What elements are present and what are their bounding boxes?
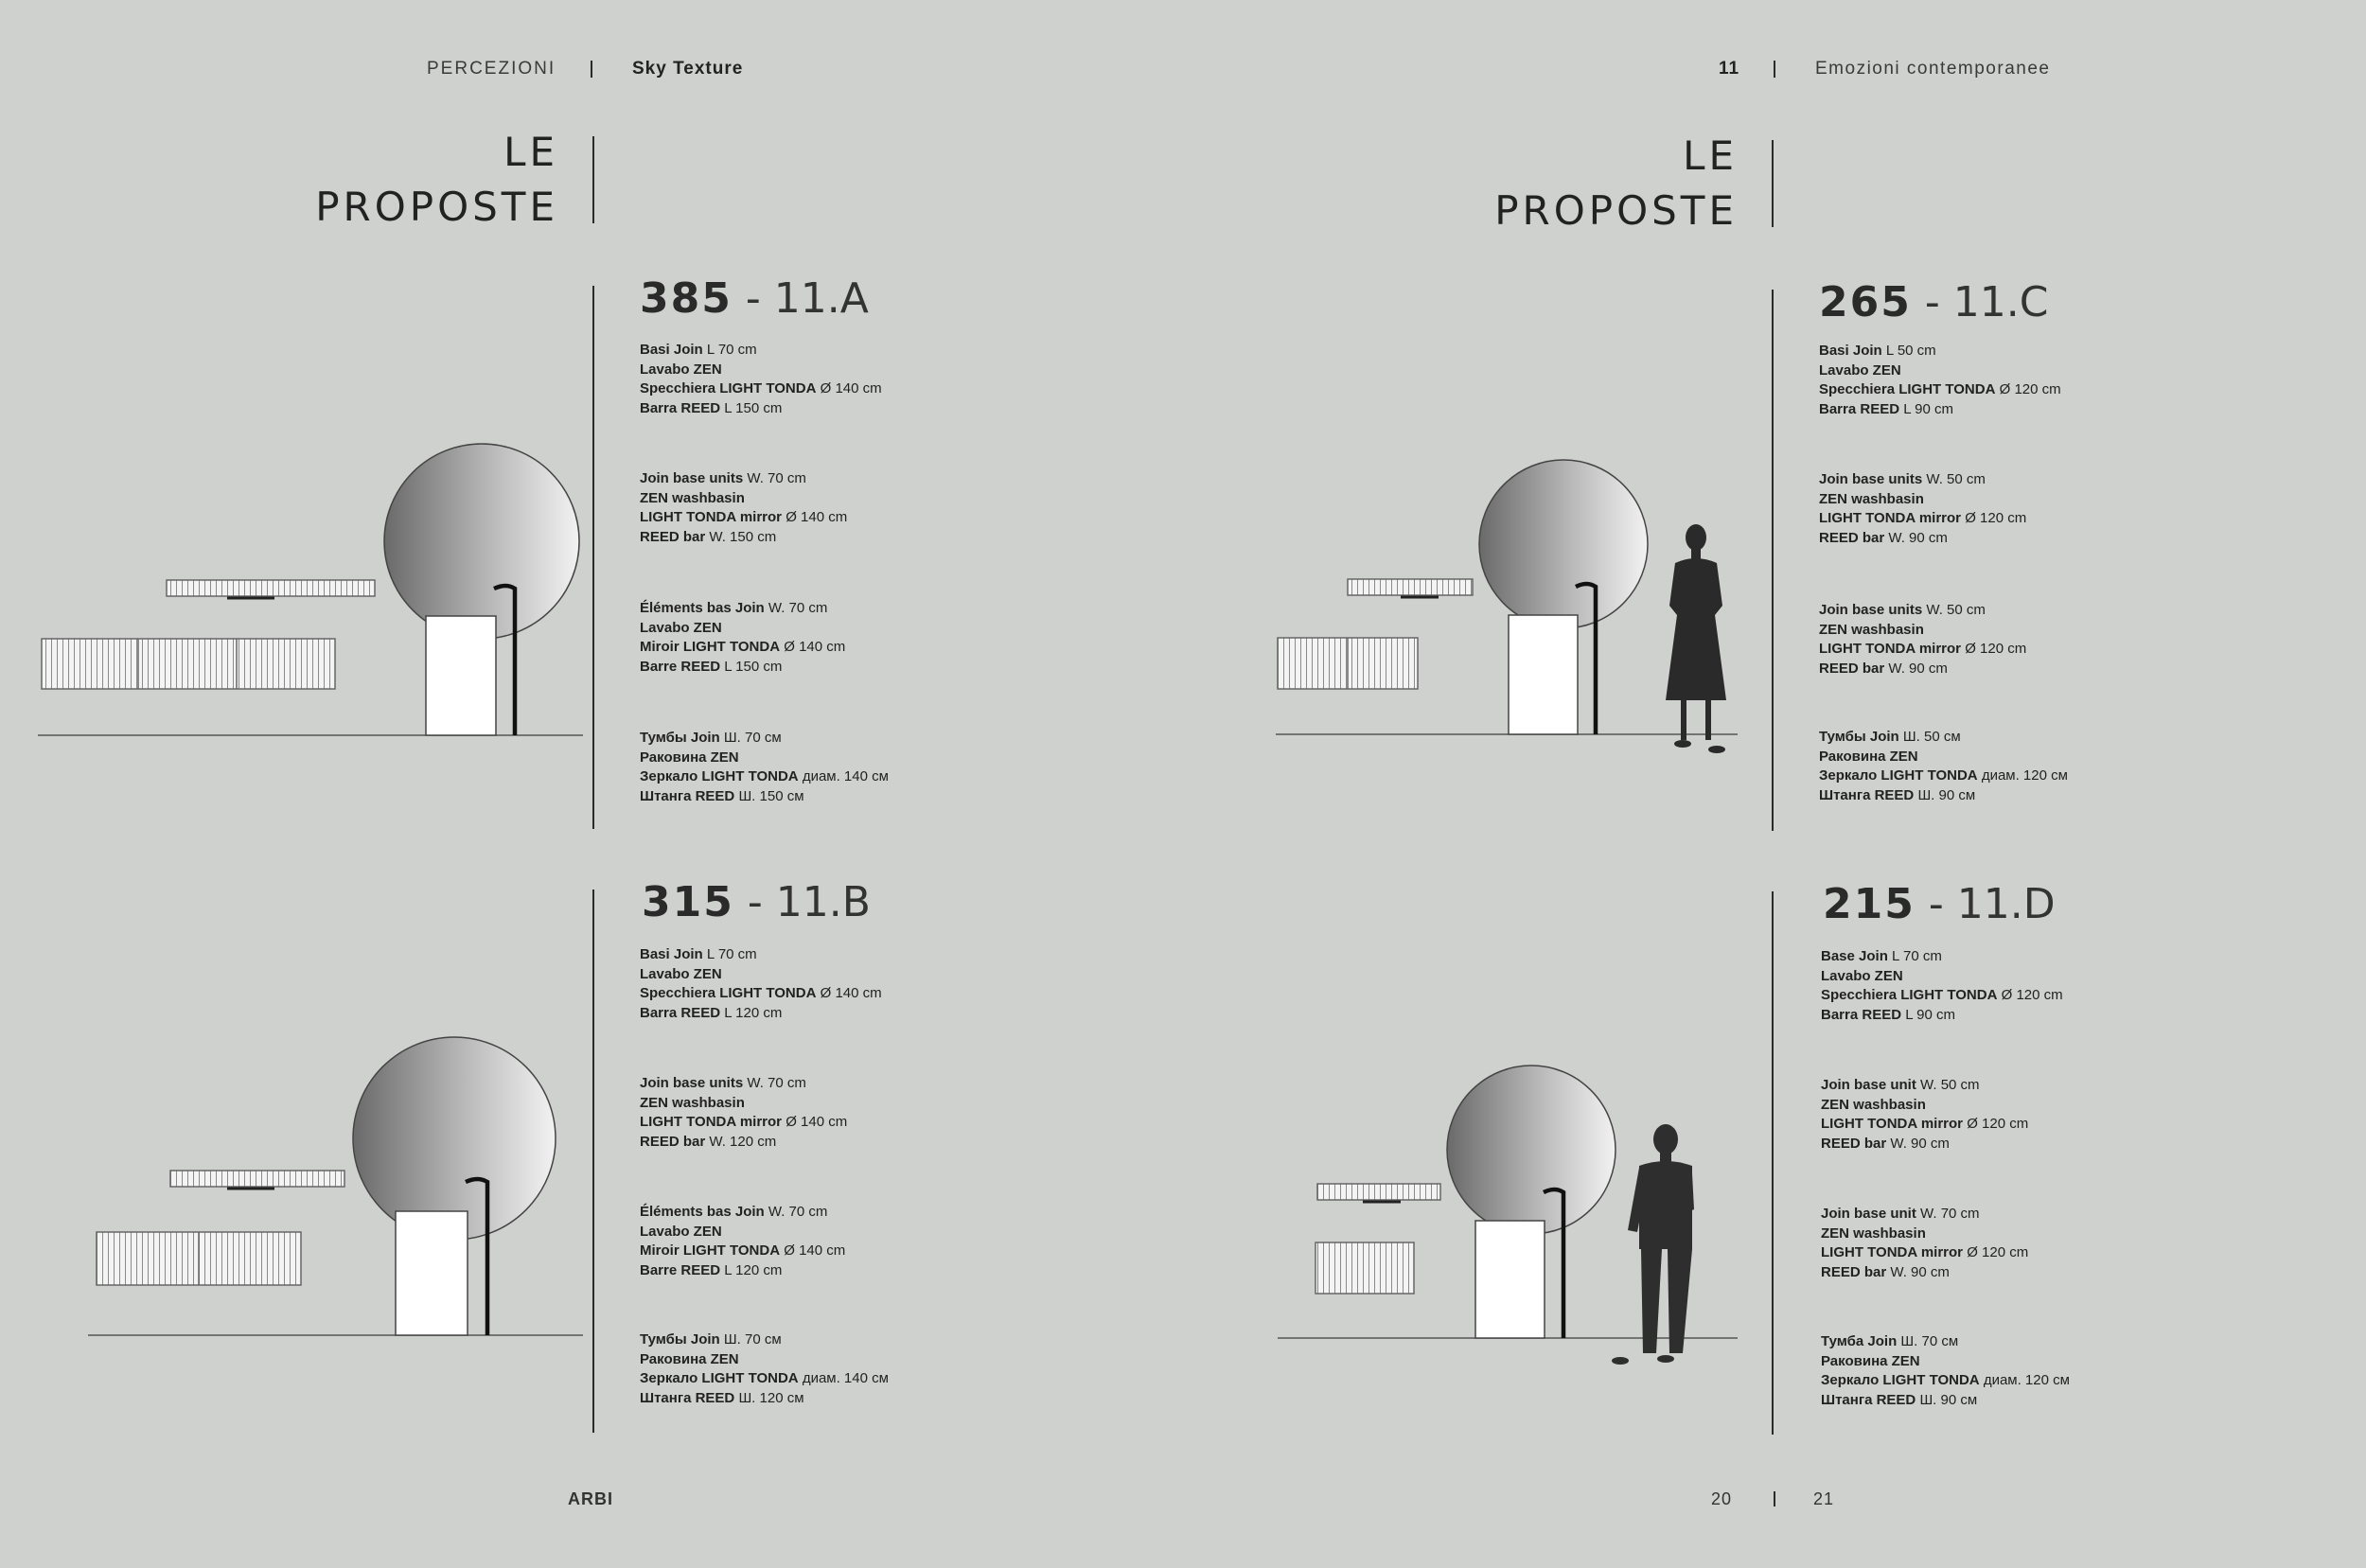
spec-group-en-2: Join base unit W. 70 cm ZEN washbasin LIGHT TONDA mirror Ø 120 cm REED bar W. 90 cm xyxy=(1821,1206,2029,1280)
round-mirror xyxy=(1479,460,1648,628)
illustration-b xyxy=(88,1037,583,1335)
spec-group-en: Join base units W. 50 cm ZEN washbasin LIGHT TONDA mirror Ø 120 cm REED bar W. 90 cm xyxy=(1819,471,2027,546)
composition-width: 265 xyxy=(1819,278,1912,326)
composition-width: 385 xyxy=(640,274,733,323)
round-mirror xyxy=(1447,1066,1616,1234)
header-collection: Sky Texture xyxy=(632,59,744,79)
title-line: LE xyxy=(1683,132,1738,179)
woman-figure xyxy=(1666,524,1726,753)
spec-group-it: Base Join L 70 cm Lavabo ZEN Specchiera LIGHT TONDA Ø 120 cm Barra REED L 90 cm xyxy=(1821,948,2063,1023)
washbasin xyxy=(1509,615,1578,734)
header-chapter-title: Emozioni contemporanee xyxy=(1815,59,2051,79)
illustration-d xyxy=(1278,1066,1738,1365)
spec-group-fr: Éléments bas Join W. 70 cm Lavabo ZEN Miroir LIGHT TONDA Ø 140 cm Barre REED L 150 cm xyxy=(640,600,846,675)
illustration-c xyxy=(1276,460,1738,753)
base-unit xyxy=(42,639,335,689)
composition-width: 315 xyxy=(642,878,734,926)
header-section: PERCEZIONI xyxy=(427,59,556,79)
washbasin xyxy=(1475,1221,1545,1338)
code-dash: - xyxy=(733,878,776,926)
footer-brand: ARBI xyxy=(568,1489,613,1508)
spec-group-it: Basi Join L 70 cm Lavabo ZEN Specchiera LIGHT TONDA Ø 140 cm Barra REED L 150 cm xyxy=(640,342,882,416)
composition-code: 11.B xyxy=(775,878,871,926)
wall-shelf xyxy=(1317,1184,1440,1200)
wall-shelf xyxy=(170,1171,344,1187)
spec-group-ru: Тумбы Join Ш. 70 см Раковина ZEN Зеркало LIGHT TONDA диам. 140 см Штанга REED Ш. 120 см xyxy=(640,1331,889,1406)
header-chapter-number: 11 xyxy=(1719,59,1740,79)
wall-shelf xyxy=(1348,579,1473,595)
washbasin xyxy=(426,616,496,735)
title-line: LE xyxy=(503,129,558,175)
spec-group-it: Basi Join L 70 cm Lavabo ZEN Specchiera LIGHT TONDA Ø 140 cm Barra REED L 120 cm xyxy=(640,946,882,1021)
spec-group-en: Join base units W. 70 cm ZEN washbasin LIGHT TONDA mirror Ø 140 cm REED bar W. 120 cm xyxy=(640,1075,848,1150)
footer-page-left: 20 xyxy=(1711,1489,1733,1508)
footer-page-right: 21 xyxy=(1813,1489,1835,1508)
composition-code: 11.D xyxy=(1956,880,2056,928)
wall-shelf xyxy=(167,580,375,596)
base-unit xyxy=(1315,1242,1414,1294)
spec-group-en: Join base units W. 70 cm ZEN washbasin LIGHT TONDA mirror Ø 140 cm REED bar W. 150 cm xyxy=(640,470,848,545)
round-mirror xyxy=(353,1037,556,1240)
spec-group-ru: Тумбы Join Ш. 50 см Раковина ZEN Зеркало LIGHT TONDA диам. 120 см Штанга REED Ш. 90 см xyxy=(1819,729,2068,803)
code-dash: - xyxy=(732,274,774,323)
title-line: PROPOSTE xyxy=(1494,187,1738,234)
spec-group-it: Basi Join L 50 cm Lavabo ZEN Specchiera LIGHT TONDA Ø 120 cm Barra REED L 90 cm xyxy=(1819,343,2061,417)
composition-code: 11.A xyxy=(773,274,869,323)
washbasin xyxy=(396,1211,468,1335)
spec-group-ru: Тумба Join Ш. 70 см Раковина ZEN Зеркало LIGHT TONDA диам. 120 см Штанга REED Ш. 90 см xyxy=(1821,1333,2070,1408)
illustration-a xyxy=(38,444,583,735)
code-dash: - xyxy=(1911,278,1953,326)
round-mirror xyxy=(384,444,579,639)
spec-group-en-2: Join base units W. 50 cm ZEN washbasin LIGHT TONDA mirror Ø 120 cm REED bar W. 90 cm xyxy=(1819,602,2027,677)
title-line: PROPOSTE xyxy=(315,184,558,230)
spec-group-en: Join base unit W. 50 cm ZEN washbasin LIGHT TONDA mirror Ø 120 cm REED bar W. 90 cm xyxy=(1821,1077,2029,1152)
composition-code: 11.C xyxy=(1952,278,2049,326)
footer-divider xyxy=(1774,1491,1775,1506)
man-figure xyxy=(1612,1124,1694,1365)
spec-group-ru: Тумбы Join Ш. 70 см Раковина ZEN Зеркало LIGHT TONDA диам. 140 см Штанга REED Ш. 150 см xyxy=(640,730,889,804)
code-dash: - xyxy=(1915,880,1957,928)
spec-group-fr: Éléments bas Join W. 70 cm Lavabo ZEN Miroir LIGHT TONDA Ø 140 cm Barre REED L 120 cm xyxy=(640,1204,846,1278)
composition-width: 215 xyxy=(1823,880,1916,928)
